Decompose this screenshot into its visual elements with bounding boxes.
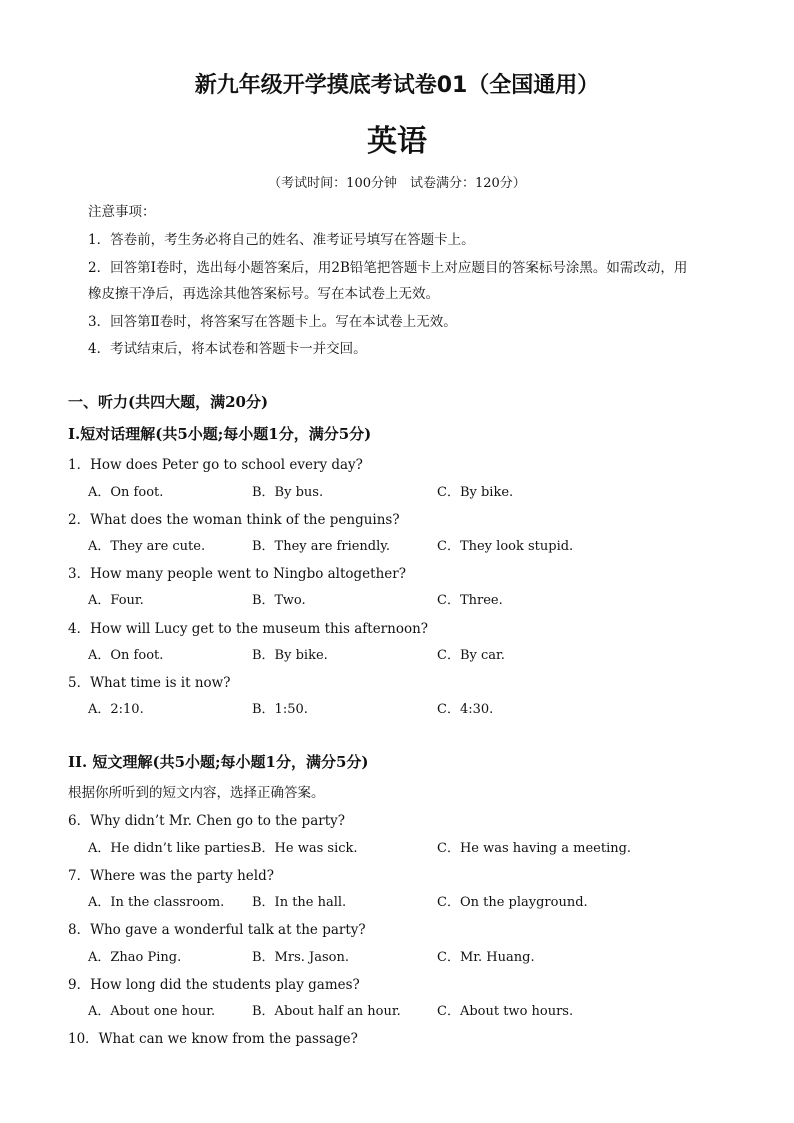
- option-a: A．On foot.: [88, 485, 164, 500]
- option-b: B．1:50.: [252, 702, 308, 717]
- question-text: 2．What does the woman think of the penguins?: [68, 512, 400, 528]
- notice-item: 1．答卷前，考生务必将自己的姓名、准考证号填写在答题卡上。: [88, 232, 475, 248]
- question-text: 1．How does Peter go to school every day?: [68, 457, 363, 473]
- exam-meta: （考试时间：100分钟 试卷满分：120分）: [268, 176, 526, 191]
- question-text: 8．Who gave a wonderful talk at the party?: [68, 922, 366, 938]
- option-b: B．By bus.: [252, 485, 324, 500]
- exam-title: 新九年级开学摸底考试卷01（全国通用）: [194, 73, 600, 98]
- notice-item: 2．回答第Ⅰ卷时，选出每小题答案后，用2B铅笔把答题卡上对应题目的答案标号涂黑。如需改动，用: [88, 260, 688, 276]
- question-text: 9．How long did the students play games?: [68, 977, 360, 993]
- option-a: A．Four.: [88, 593, 144, 608]
- option-b: B．About half an hour.: [252, 1004, 401, 1019]
- option-c: C．Three.: [437, 593, 503, 608]
- option-a: A．They are cute.: [88, 539, 206, 554]
- exam-subject: 英语: [367, 124, 427, 159]
- part-ii-heading: II. 短文理解(共5小题;每小题1分，满分5分): [68, 753, 369, 771]
- option-c: C．By bike.: [437, 485, 514, 500]
- option-a: A．Zhao Ping.: [88, 950, 182, 965]
- part-i-heading: Ⅰ.短对话理解(共5小题;每小题1分，满分5分): [68, 425, 372, 443]
- option-b: B．They are friendly.: [252, 539, 391, 554]
- option-a: A．He didn’t like parties.: [88, 841, 255, 856]
- option-c: C．About two hours.: [437, 1004, 574, 1019]
- question-text: 6．Why didn’t Mr. Chen go to the party?: [68, 813, 345, 829]
- option-a: A．In the classroom.: [88, 895, 225, 910]
- notice-item: 橡皮擦干净后，再选涂其他答案标号。写在本试卷上无效。: [88, 286, 439, 302]
- option-a: A．On foot.: [88, 648, 164, 663]
- question-text: 7．Where was the party held?: [68, 868, 274, 884]
- question-text: 5．What time is it now?: [68, 675, 231, 691]
- part-ii-instruction: 根据你所听到的短文内容，选择正确答案。: [68, 785, 325, 801]
- question-text: 3．How many people went to Ningbo altogether?: [68, 566, 406, 582]
- option-b: B．He was sick.: [252, 841, 358, 856]
- option-a: A．2:10.: [88, 702, 144, 717]
- option-c: C．4:30.: [437, 702, 494, 717]
- notice-label: 注意事项：: [88, 204, 156, 220]
- notice-item: 4．考试结束后，将本试卷和答题卡一并交回。: [88, 341, 367, 357]
- question-text: 4．How will Lucy get to the museum this afternoon?: [68, 621, 429, 637]
- option-b: B．In the hall.: [252, 895, 347, 910]
- option-c: C．On the playground.: [437, 895, 588, 910]
- option-c: C．By car.: [437, 648, 505, 663]
- option-a: A．About one hour.: [88, 1004, 216, 1019]
- option-b: B．Mrs. Jason.: [252, 950, 349, 965]
- question-text: 10．What can we know from the passage?: [68, 1031, 358, 1047]
- notice-item: 3．回答第Ⅱ卷时，将答案写在答题卡上。写在本试卷上无效。: [88, 314, 457, 330]
- option-b: B．Two.: [252, 593, 306, 608]
- option-b: B．By bike.: [252, 648, 328, 663]
- option-c: C．They look stupid.: [437, 539, 574, 554]
- option-c: C．Mr. Huang.: [437, 950, 535, 965]
- option-c: C．He was having a meeting.: [437, 841, 632, 856]
- section-listening-heading: 一、听力(共四大题，满20分): [68, 393, 269, 411]
